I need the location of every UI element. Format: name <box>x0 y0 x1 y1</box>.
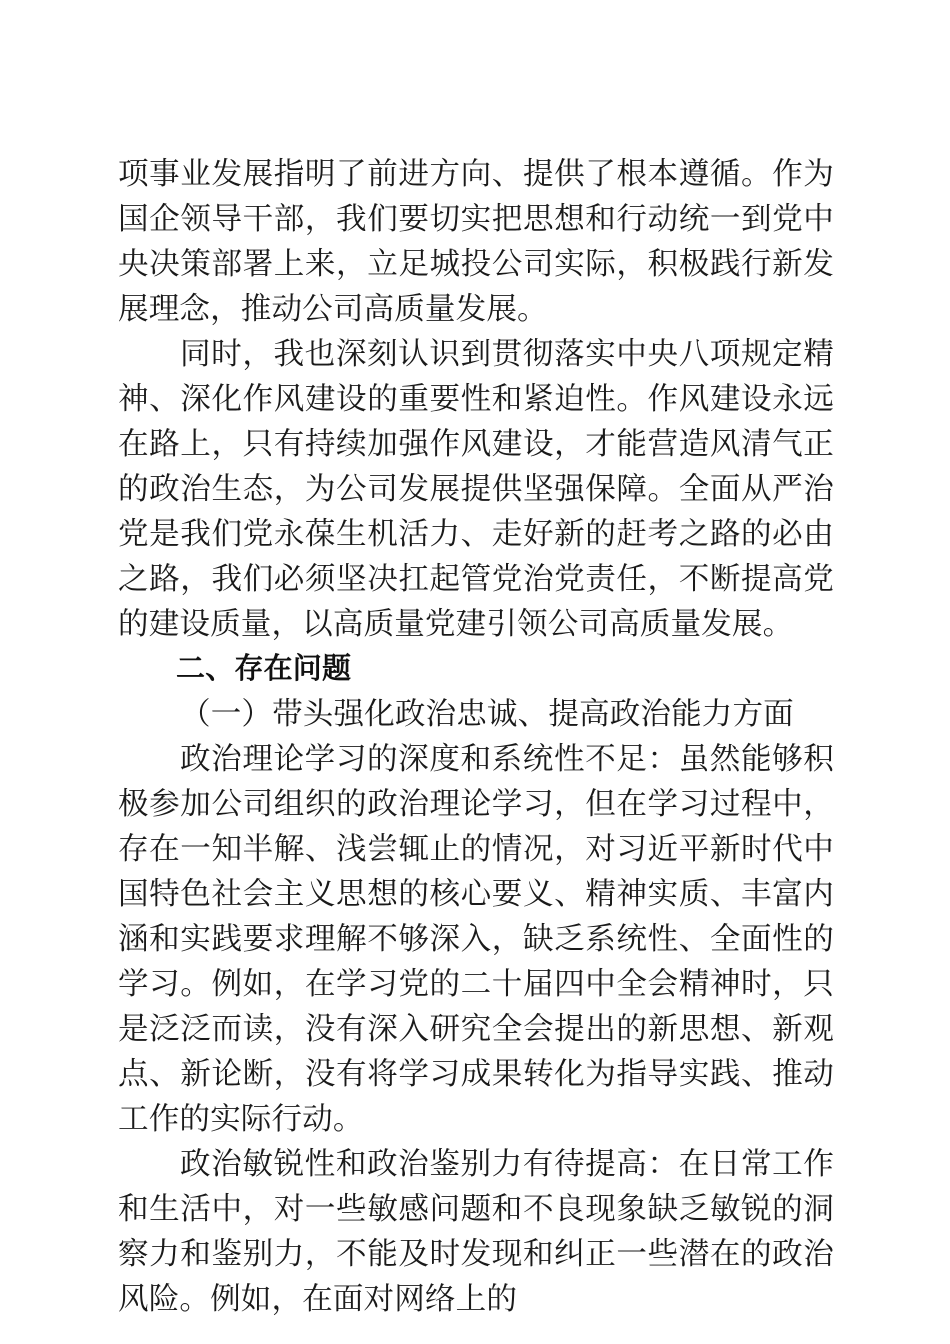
paragraph-political-acuity: 政治敏锐性和政治鉴别力有待提高：在日常工作和生活中，对一些敏感问题和不良现象缺乏敏锐的洞察力和鉴别力，不能及时发现和纠正一些潜在的政治风险。例如，在面对网络上的 <box>118 1147 834 1317</box>
heading-section-two-existing-problems: 二、存在问题 <box>176 653 352 685</box>
heading-subsection-one-political-loyalty: （一）带头强化政治忠诚、提高政治能力方面 <box>180 697 794 732</box>
document-text-body <box>118 152 834 1322</box>
paragraph-theory-study-insufficiency: 政治理论学习的深度和系统性不足：虽然能够积极参加公司组织的政治理论学习，但在学习过程中，存在一知半解、浅尝辄止的情况，对习近平新时代中国特色社会主义思想的核心要义、精神实质、丰富内涵和实践要求理解不够深入，缺乏系统性、全面性的学习。例如，在学习党的二十届四中全会精神时，只是泛泛而读，没有深入研究全会提出的新思想、新观点、新论断，没有将学习成果转化为指导实践、推动工作的实际行动。 <box>118 742 834 1137</box>
paragraph-work-style-construction: 同时，我也深刻认识到贯彻落实中央八项规定精神、深化作风建设的重要性和紧迫性。作风建设永远在路上，只有持续加强作风建设，才能营造风清气正的政治生态，为公司发展提供坚强保障。全面从严治党是我们党永葆生机活力、走好新的赶考之路的必由之路，我们必须坚决扛起管党治党责任，不断提高党的建设质量，以高质量党建引领公司高质量发展。 <box>118 337 834 642</box>
paragraph-continuation: 项事业发展指明了前进方向、提供了根本遵循。作为国企领导干部，我们要切实把思想和行动统一到党中央决策部署上来，立足城投公司实际，积极践行新发展理念，推动公司高质量发展。 <box>118 157 834 327</box>
